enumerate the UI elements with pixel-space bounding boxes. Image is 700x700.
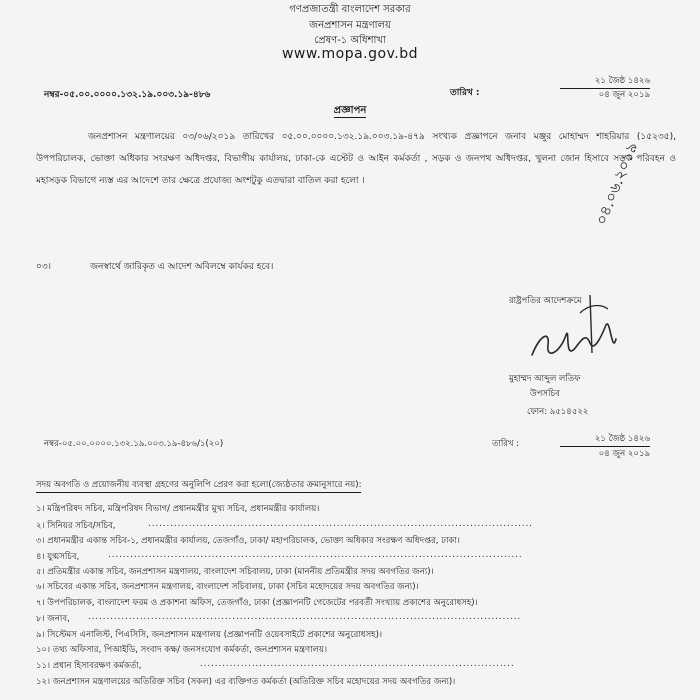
section-name: প্রেষণ-১ অধিশাখা: [314, 35, 386, 46]
distribution-heading: সদয় অবগতি ও প্রয়োজনীয় ব্যবস্থা গ্রহণের অনুলিপি প্রেরণ করা হলো(জ্যেষ্ঠতার ক্রমানুসারে নয়):: [36, 478, 361, 493]
signatory-phone: ফোন: ৯৫১৪৫২২: [527, 407, 589, 417]
date-label: তারিখ :: [450, 88, 480, 98]
ministry-name: জনপ্রশাসন মন্ত্রণালয়: [309, 20, 391, 31]
distribution-item: ৮। জনাব,: [36, 614, 70, 624]
document-title-text: প্রজ্ঞাপন: [333, 105, 367, 116]
order-line: রাষ্ট্রপতির আদেশক্রমে: [509, 296, 582, 306]
item-text: জনস্বার্থে জারিকৃত এ আদেশ অবিলম্বে কার্যকর হবে।: [90, 262, 274, 272]
distribution-item: ৪। যুগ্মসচিব,: [36, 552, 80, 562]
govt-title: গণপ্রজাতন্ত্রী বাংলাদেশ সরকার: [289, 4, 411, 15]
date-english: ০৪ জুন ২০১৯: [598, 90, 650, 100]
body-paragraph: জনপ্রশাসন মন্ত্রণালয়ের ০৩/০৬/২০১৯ তারিখের ০৫.০০.০০০০.১৩২.১৯.০০৩.১৯-৪৭৯ সংখ্যক প্রজ্ঞাপনে জনাব মঞ্জুর মোহাম্মদ শাহরিয়ার (১৫২৩৫), উপপরিচালক, ভোক্তা অধিকার সংরক্ষণ অধিদপ্তর, বিভাগীয় কার্যালয়, ঢাকা-কে এস্টেট ও আইন কর্মকর্তা , সড়ক ও জনপথ অধিদপ্তর, খুলনা জোন হিসাবে সড়ক পরিবহন ও মহাসড়ক বিভাগে ন্যস্ত এর আদেশে তার ক্ষেত্রে প্রযোজ্য অংশটুকু এতদ্বারা বাতিল করা হলো ।: [36, 132, 676, 186]
distribution-item: ৫। প্রতিমন্ত্রীর একান্ত সচিব, জনপ্রশাসন মন্ত্রণালয়, বাংলাদেশ সচিবালয়, ঢাকা (মাননীয় প্রতিমন্ত্রীর সদয় অবগতির জন্য)।: [36, 567, 434, 577]
item-number: ০৩।: [36, 262, 51, 272]
memo2-date-english: ০৪ জুন ২০১৯: [598, 449, 650, 459]
date-bangla: ২১ জৈষ্ঠ ১৪২৬: [560, 74, 650, 89]
signatory-name: মুহাম্মদ আব্দুল লতিফ: [509, 374, 581, 384]
signatory-designation: উপসচিব: [530, 389, 560, 399]
distribution-item: ৯। সিস্টেমস এনালিস্ট, পিএসিসি, জনপ্রশাসন মন্ত্রণালয় (প্রজ্ঞাপনটি ওয়েবসাইটে প্রকাশের অনুরোধসহ)।: [36, 630, 383, 640]
fill-in-dots: ................................................................................................................: [108, 550, 523, 560]
distribution-item: ৭। উপপরিচালক, বাংলাদেশ ফরম ও প্রকাশনা অফিস, তেজগাঁও, ঢাকা (প্রজ্ঞাপনটি গেজেটের পরবর্তী সংখ্যায় প্রকাশের অনুরোধসহ)।: [36, 598, 478, 608]
distribution-item: ৩। প্রধানমন্ত্রীর একান্ত সচিব-১, প্রধানমন্ত্রীর কার্যালয়, তেজগাঁও, ঢাকা/ মহাপরিচালক, ভোক্তা অধিকার সংরক্ষণ অধিদপ্তর, ঢাকা।: [36, 536, 460, 546]
memo2-date-bangla: ২১ জৈষ্ঠ ১৪২৬: [560, 432, 650, 447]
distribution-item: ৬। সচিবের একান্ত সচিব, জনপ্রশাসন মন্ত্রণালয়, বাংলাদেশ সচিবালয়, ঢাকা (সচিব মহোদয়ের সদয় অবগতির জন্য)।: [36, 582, 419, 592]
fill-in-dots: .....................................................................................................................: [88, 612, 522, 622]
fill-in-dots: ........................................................................................................: [148, 519, 533, 529]
handwritten-date: ০৪.০৬.২০১৯: [591, 139, 642, 228]
memo2-date-label: তারিখ :: [492, 439, 520, 449]
distribution-item: ১০। তথ্য অফিসার, পিআইডি, সংবাদ কক্ষ/ জনসংযোগ কর্মকর্তা, জনপ্রশাসন মন্ত্রণালয়।: [36, 645, 328, 655]
distribution-item: ১২। জনপ্রশাসন মন্ত্রণালয়ের অতিরিক্ত সচিব (সকল) এর ব্যক্তিগত কর্মকর্তা (অতিরিক্ত সচিব মহোদয়ের সদয় অবগতির জন্য)।: [36, 677, 456, 687]
memo2-number: নম্বর-০৫.০০.০০০০.১৩২.১৯.০০৩.১৯-৪৮৬/১(২০): [44, 439, 224, 449]
distribution-item: ১। মন্ত্রিপরিষদ সচিব, মন্ত্রিপরিষদ বিভাগ/ প্রধানমন্ত্রীর মুখ্য সচিব, প্রধানমন্ত্রীর কার্যালয়।: [36, 504, 320, 514]
fill-in-dots: .....................................................................................: [200, 659, 515, 669]
document-title: [0, 103, 700, 120]
handwritten-signature: [520, 235, 690, 385]
distribution-item: ১১। প্রধান হিসাবরক্ষণ কর্মকর্তা,: [36, 661, 142, 671]
memo-number: নম্বর-০৫.০০.০০০০.১৩২.১৯.০০৩.১৯-৪৮৬: [44, 90, 211, 100]
website-url: www.mopa.gov.bd: [281, 46, 418, 62]
distribution-item: ২। সিনিয়র সচিব/সচিব,: [36, 521, 116, 531]
